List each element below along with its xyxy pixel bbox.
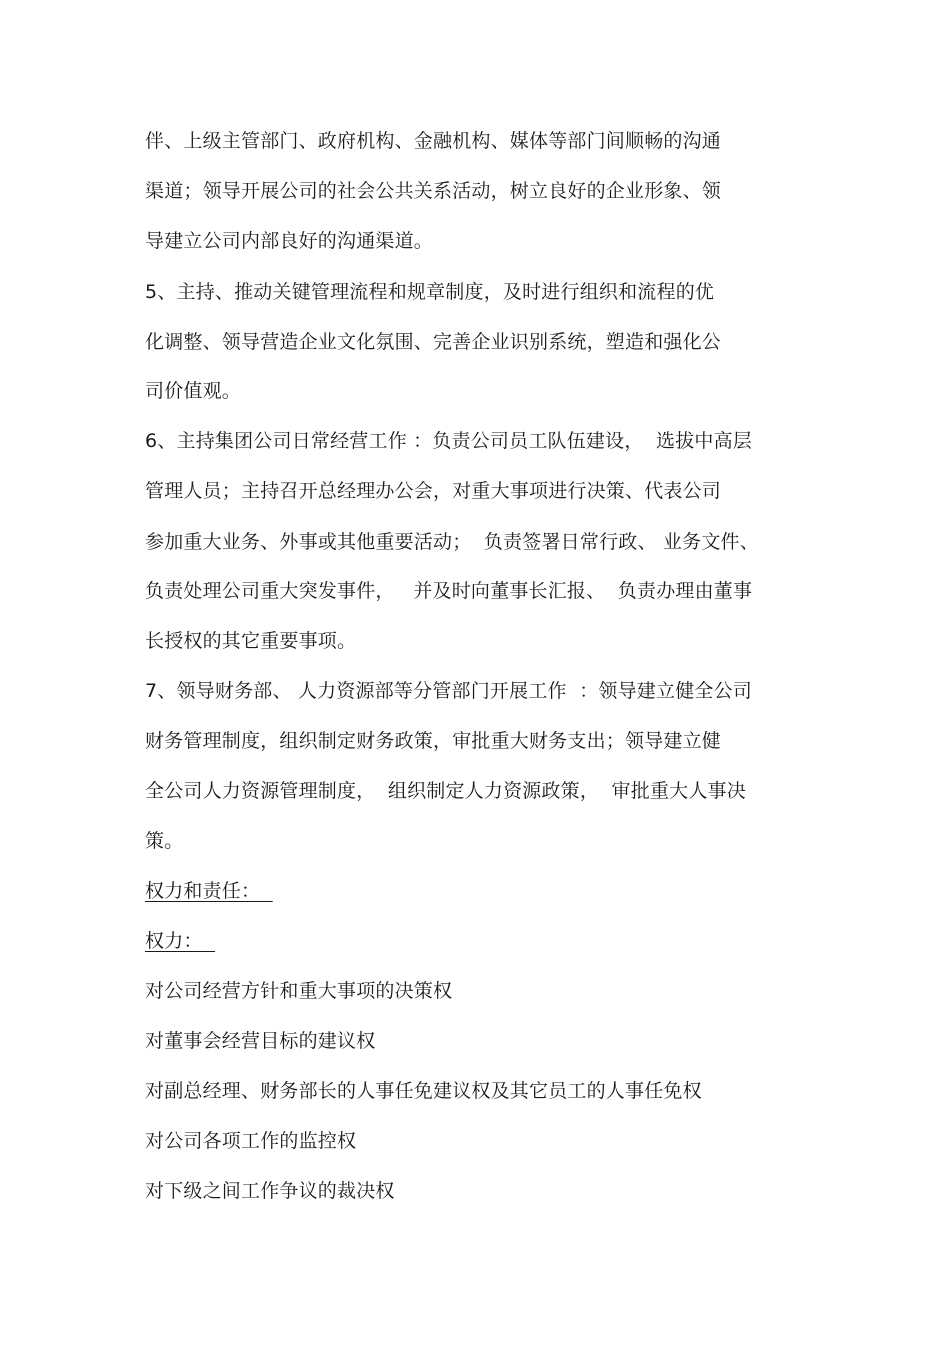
list-item: 对副总经理、财务部长的人事任免建议权及其它员工的人事任免权: [145, 1080, 702, 1102]
paragraph-line: 管理人员；主持召开总经理办公会，对重大事项进行决策、代表公司: [145, 480, 722, 502]
paragraph-line: 导建立公司内部良好的沟通渠道。: [145, 230, 434, 252]
paragraph-line: 5、主持、推动关键管理流程和规章制度，及时进行组织和流程的优: [145, 281, 715, 303]
list-item: 对下级之间工作争议的裁决权: [145, 1180, 395, 1202]
paragraph-line: 伴、上级主管部门、政府机构、金融机构、媒体等部门间顺畅的沟通: [145, 130, 722, 152]
subsection-heading: 权力：: [145, 930, 216, 952]
paragraph-line: 参加重大业务、外事或其他重要活动； 负责签署日常行政、 业务文件、: [145, 531, 759, 553]
list-item: 对公司各项工作的监控权: [145, 1130, 357, 1152]
paragraph-line: 司价值观。: [145, 380, 242, 402]
list-item: 对公司经营方针和重大事项的决策权: [145, 980, 453, 1002]
paragraph-line: 渠道；领导开展公司的社会公共关系活动，树立良好的企业形象、领: [145, 180, 722, 202]
paragraph-line: 全公司人力资源管理制度， 组织制定人力资源政策， 审批重大人事决: [145, 780, 746, 802]
paragraph-line: 7、领导财务部、 人力资源部等分管部门开展工作 ：领导建立健全公司: [145, 680, 753, 702]
paragraph-line: 长授权的其它重要事项。: [145, 630, 357, 652]
paragraph-line: 策。: [145, 830, 184, 852]
list-item: 对董事会经营目标的建议权: [145, 1030, 376, 1052]
paragraph-line: 负责处理公司重大突发事件， 并及时向董事长汇报、 负责办理由董事: [145, 580, 753, 602]
paragraph-line: 化调整、领导营造企业文化氛围、完善企业识别系统，塑造和强化公: [145, 331, 722, 353]
paragraph-line: 6、主持集团公司日常经营工作 ：负责公司员工队伍建设， 选拔中高层: [145, 430, 753, 452]
section-heading: 权力和责任：: [145, 880, 273, 902]
paragraph-line: 财务管理制度，组织制定财务政策，审批重大财务支出；领导建立健: [145, 730, 722, 752]
